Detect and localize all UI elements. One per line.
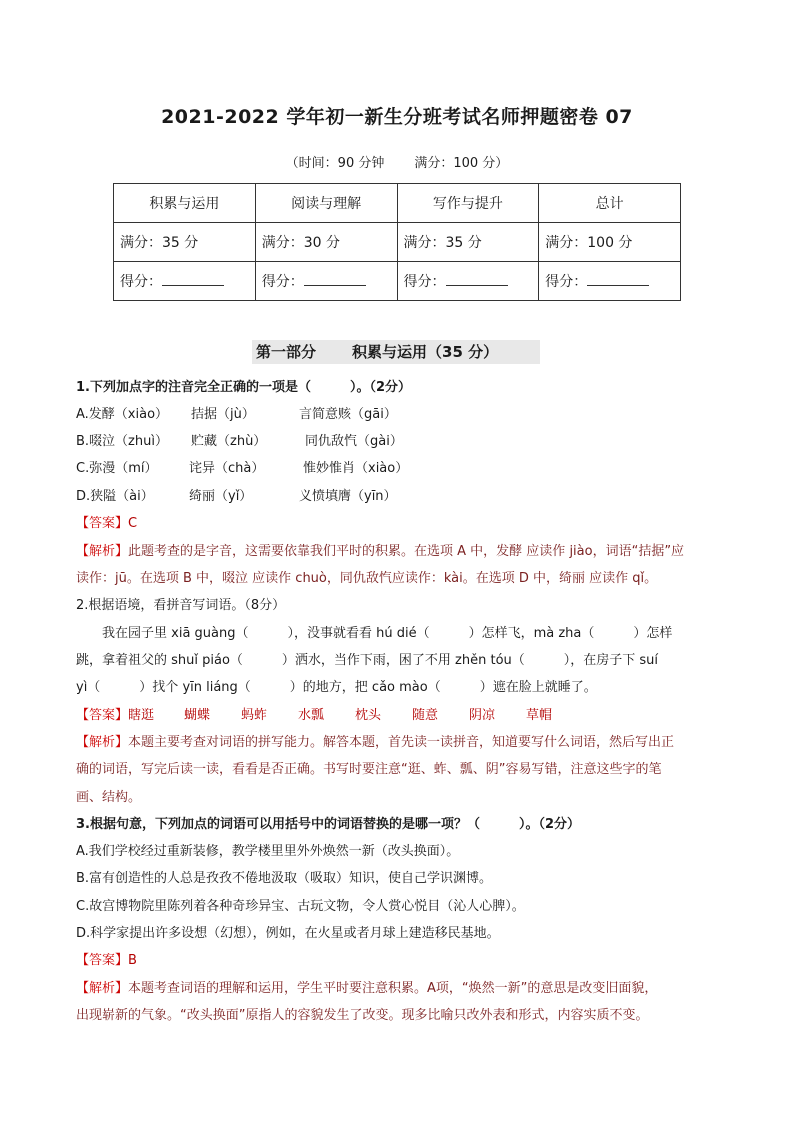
q2-passage-line: 跳，拿着祖父的 shuǐ piáo（ ）洒水，当作下雨，困了不用 zhěn tóu（ ），在房子下 suí (76, 653, 659, 668)
q3-option-d: D.科学家提出许多设想（幻想），例如，在火星或者月球上建造移民基地。 (76, 926, 500, 941)
full-score-cell: 满分：30 分 (255, 223, 397, 262)
q1-option-c: C.弥漫（mí） 诧异（chà） 惟妙惟肖（xiào） (76, 461, 409, 476)
got-score-cell[interactable] (397, 262, 539, 301)
score-header-cell: 写作与提升 (397, 184, 539, 223)
score-blank[interactable] (446, 273, 508, 286)
q2-explanation-line: 画、结构。 (76, 790, 142, 805)
q3-option-c: C.故宫博物院里陈列着各种奇珍异宝、古玩文物，令人赏心悦目（沁人心脾）。 (76, 899, 525, 914)
full-score-cell: 满分：100 分 (539, 223, 681, 262)
exam-title: 2021-2022 学年初一新生分班考试名师押题密卷 07 (161, 106, 633, 128)
score-blank[interactable] (587, 273, 649, 286)
q3-answer: 【答案】B (76, 953, 137, 968)
q1-answer: 【答案】C (76, 516, 138, 531)
q1-explanation-line: 【解析】此题考查的是字音，这需要依靠我们平时的积累。在选项 A 中，发酵 应读作 jiào，词语“拮据”应 (76, 544, 685, 559)
section-heading (252, 340, 540, 364)
q2-explanation-line: 确的词语，写完后读一读，看看是否正确。书写时要注意“逛、蚱、瓢、阴”容易写错，注意这些字的笔 (76, 762, 662, 777)
q2-passage-line: yì（ ）找个 yīn liáng（ ）的地方，把 cǎo mào（ ）遮在脸上就睡了。 (76, 680, 597, 695)
score-blank[interactable] (304, 273, 366, 286)
q2-explanation-line: 【解析】本题主要考查对词语的拼写能力。解答本题，首先读一读拼音，知道要写什么词语，然后写出正 (76, 735, 675, 750)
got-score-cell[interactable] (255, 262, 397, 301)
section-part: 第一部分 (256, 343, 317, 361)
q1-stem: 1.下列加点字的注音完全正确的一项是（ ）。（2分） (76, 380, 412, 395)
q3-option-a: A.我们学校经过重新装修，教学楼里里外外焕然一新（改头换面）。 (76, 844, 460, 859)
full-score-cell: 满分：35 分 (397, 223, 539, 262)
q3-explanation-line: 出现崭新的气象。“改头换面”原指人的容貌发生了改变。现多比喻只改外表和形式，内容实质不变。 (76, 1008, 649, 1023)
full-mark: 满分：100 分） (414, 156, 509, 171)
q3-explanation-line: 【解析】本题考查词语的理解和运用，学生平时要注意积累。A项，“焕然一新”的意思是改变旧面貌， (76, 981, 658, 996)
score-table (113, 183, 681, 301)
score-header-cell: 总计 (539, 184, 681, 223)
got-score-cell[interactable] (114, 262, 256, 301)
q2-stem: 2.根据语境，看拼音写词语。（8分） (76, 598, 286, 613)
q1-option-d: D.狭隘（ài） 绮丽（yǐ） 义愤填膺（yīn） (76, 489, 397, 504)
score-table-got-row (114, 262, 681, 301)
q2-passage-line: 我在园子里 xiā guàng（ ），没事就看看 hú dié（ ）怎样飞，mà zha（ ）怎样 (76, 626, 673, 641)
got-score-cell[interactable] (539, 262, 681, 301)
score-table-full-row (114, 223, 681, 262)
got-score-label: 得分： (261, 274, 304, 290)
score-table-header-row (114, 184, 681, 223)
q3-option-b: B.富有创造性的人总是孜孜不倦地汲取（吸取）知识，使自己学识渊博。 (76, 871, 493, 886)
score-header-cell: 积累与运用 (114, 184, 256, 223)
time-limit: （时间：90 分钟 (285, 156, 385, 171)
got-score-label: 得分： (403, 274, 446, 290)
score-header-cell: 阅读与理解 (255, 184, 397, 223)
section-name: 积累与运用（35 分） (352, 343, 499, 361)
q1-explanation-line: 读作：jū。在选项 B 中，啜泣 应读作 chuò，同仇敌忾应读作：kài。在选项 D 中，绮丽 应读作 qǐ。 (76, 571, 658, 586)
q1-option-b: B.啜泣（zhuì） 贮藏（zhù） 同仇敌忾（gài） (76, 434, 403, 449)
score-blank[interactable] (162, 273, 224, 286)
q1-option-a: A.发酵（xiào） 拮据（jù） 言简意赅（gāi） (76, 407, 397, 422)
full-score-cell: 满分：35 分 (114, 223, 256, 262)
q3-stem: 3.根据句意，下列加点的词语可以用括号中的词语替换的是哪一项？（ ）。（2分） (76, 817, 581, 832)
q2-answer: 【答案】瞎逛 蝴蝶 蚂蚱 水瓢 枕头 随意 阴凉 草帽 (76, 708, 553, 723)
got-score-label: 得分： (120, 274, 162, 290)
got-score-label: 得分： (545, 274, 588, 290)
exam-time-info (0, 152, 794, 171)
